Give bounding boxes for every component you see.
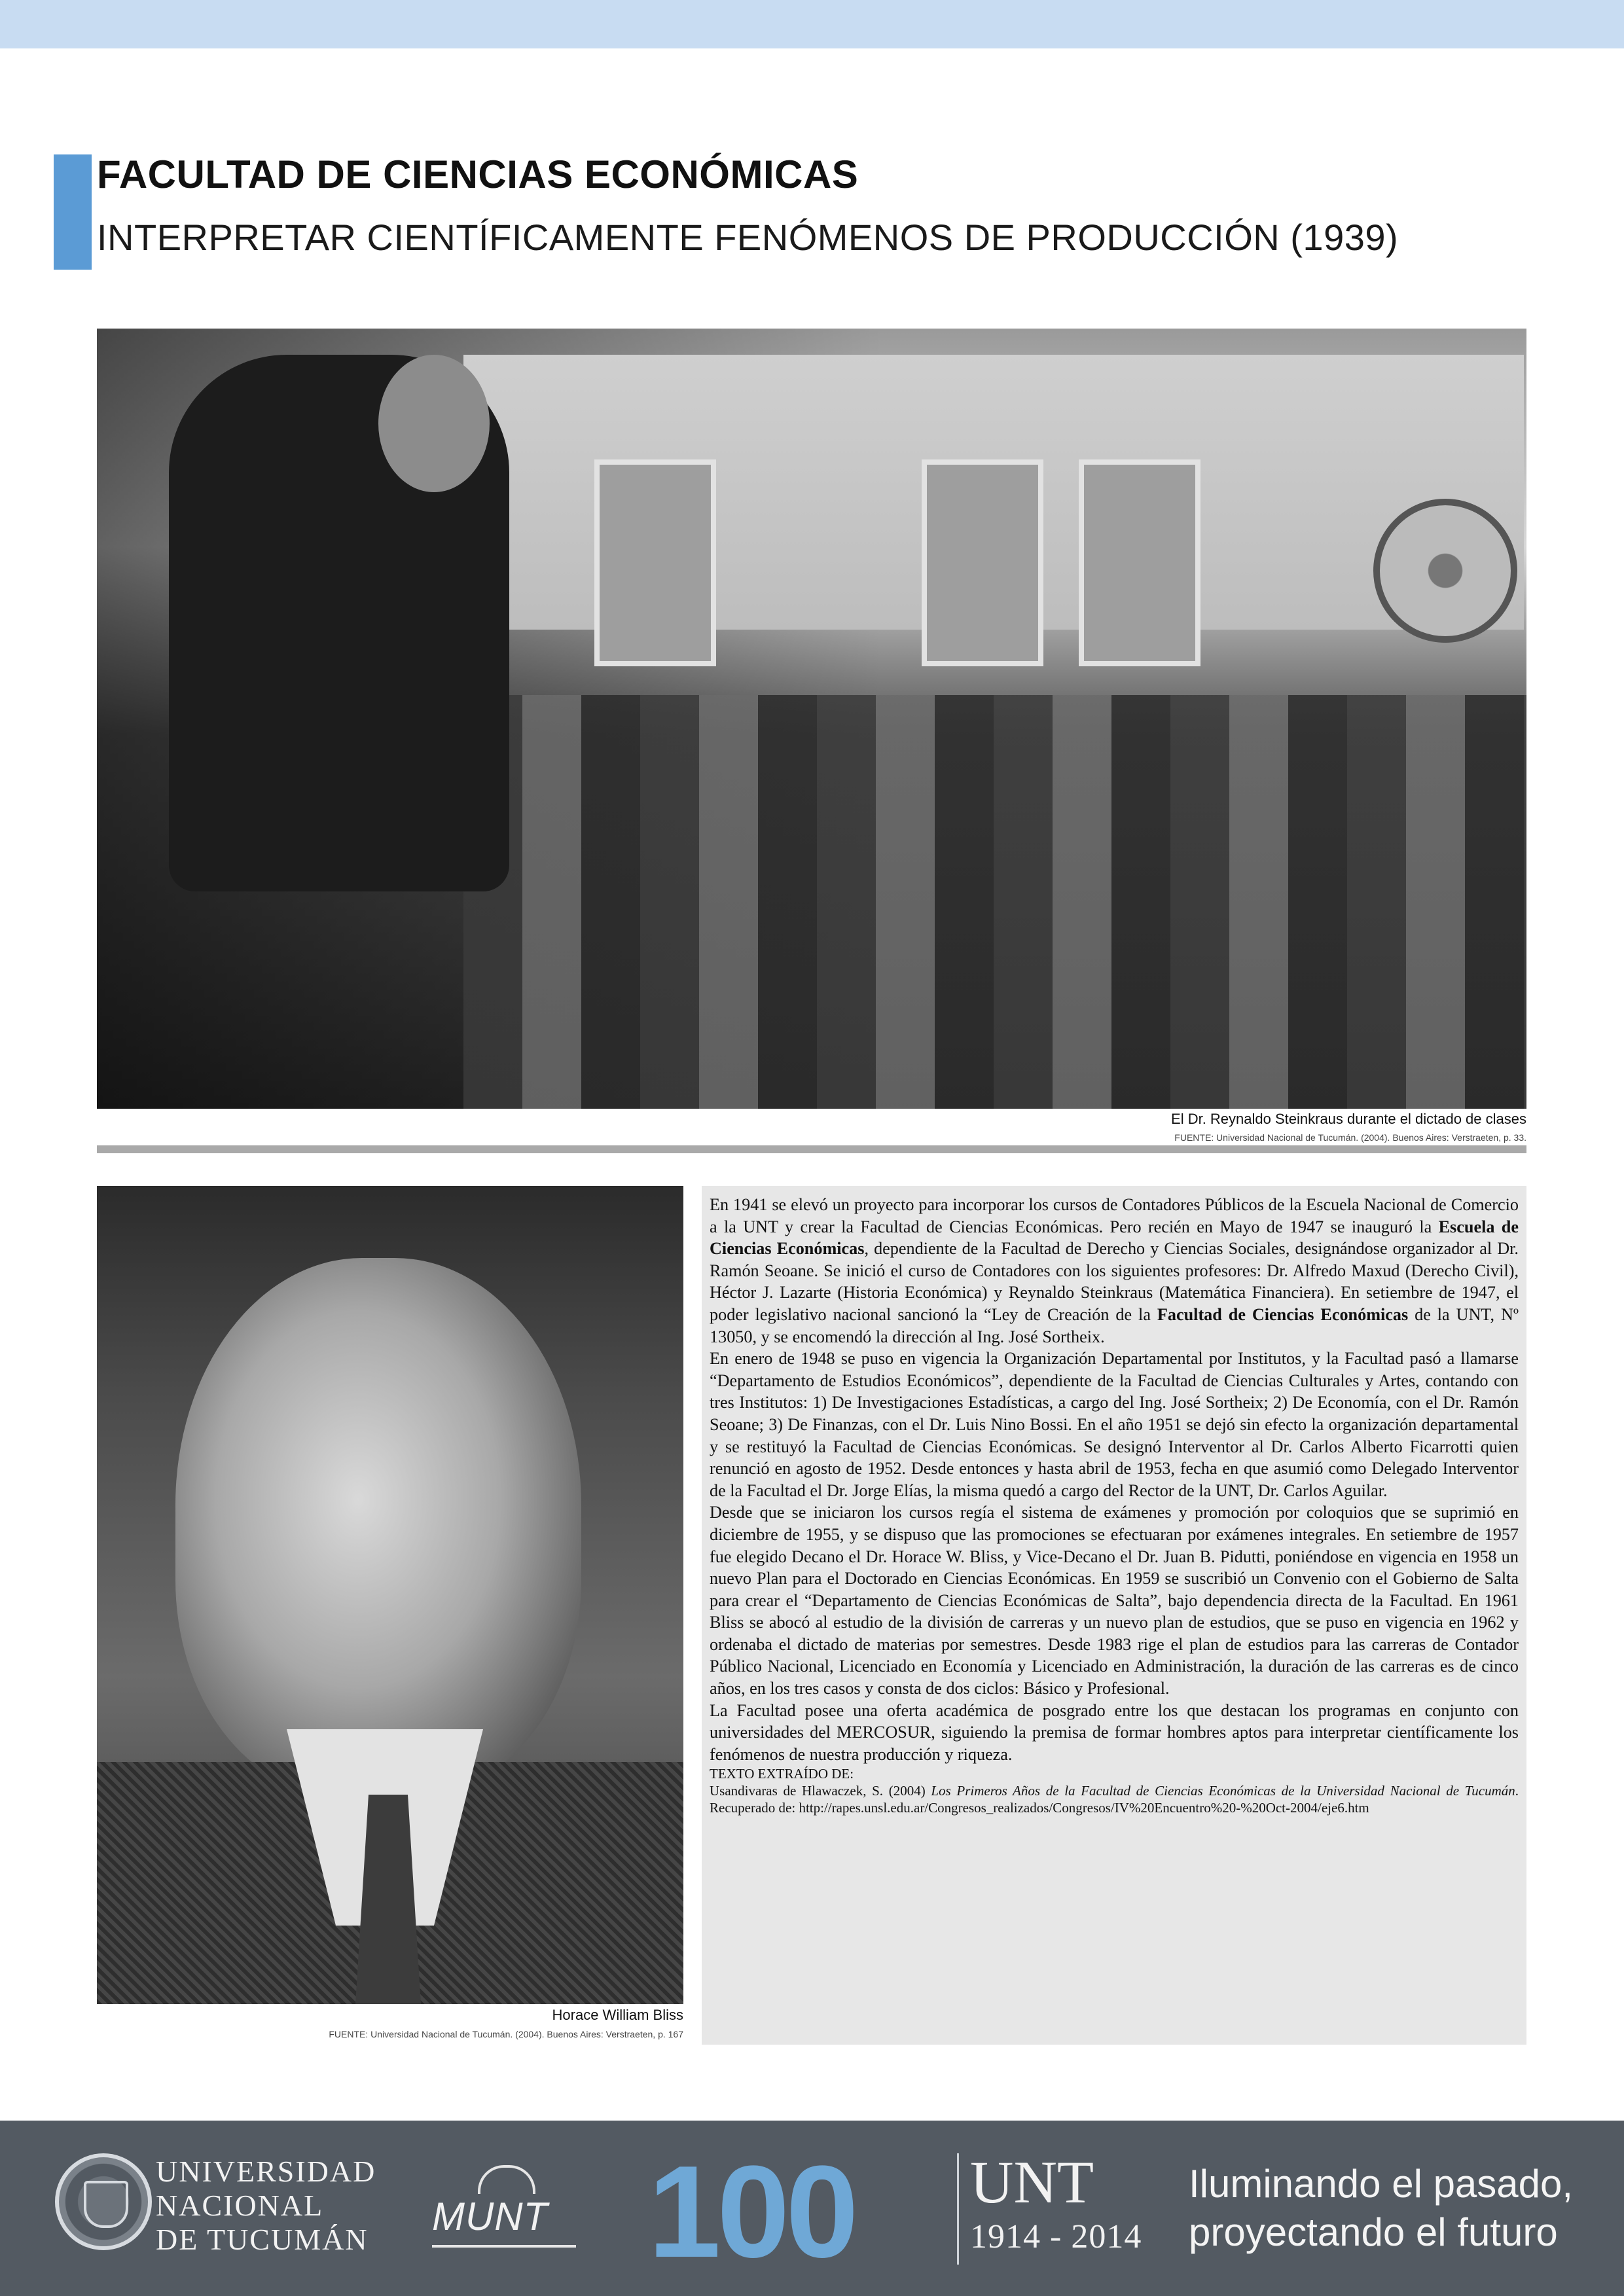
photo-door [594, 459, 716, 666]
classroom-photo [97, 329, 1526, 1109]
photo-door [1079, 459, 1200, 666]
photo-door [922, 459, 1043, 666]
crown-icon [478, 2165, 535, 2194]
unt-label: UNT [970, 2149, 1094, 2215]
title-accent-bar [54, 154, 92, 270]
top-band [0, 0, 1624, 48]
photo-fan [1373, 499, 1517, 643]
centenary-100-logo: 100 [648, 2139, 855, 2285]
paragraph-1: En 1941 se elevó un proyecto para incorporar los cursos de Contadores Públicos de la Escuela Nacional de Comercio a la UNT y crear la Facultad de Ciencias Económicas. Pero recién en Mayo de 1947 se inauguró la Escuela de Ciencias Económicas, dependiente de la Facultad de Derecho y Ciencias Sociales, designándose organizador al Dr. Ramón Seoane. Se inició el curso de Contadores con los siguientes profesores: Dr. Alfredo Maxud (Derecho Civil), Héctor J. Lazarte (Historia Económica) y Reynaldo Steinkraus (Matemática Financiera). En setiembre de 1947, el poder legislativo nacional sancionó la “Ley de Creación de la Facultad de Ciencias Económicas de la UNT, Nº 13050, y se encomendó la dirección al Ing. José Sortheix. [710, 1195, 1519, 1346]
bliss-portrait-photo [97, 1186, 683, 2004]
bliss-photo-caption: Horace William Bliss [552, 2007, 683, 2023]
university-name: UNIVERSIDAD NACIONAL DE TUCUMÁN [156, 2155, 376, 2256]
classroom-photo-source: FUENTE: Universidad Nacional de Tucumán. (2004). Buenos Aires: Verstraeten, p. 33. [1174, 1132, 1526, 1143]
logo-divider [957, 2153, 959, 2265]
divider-rule [97, 1145, 1526, 1153]
page-title: FACULTAD DE CIENCIAS ECONÓMICAS [97, 152, 859, 196]
paragraph-4: La Facultad posee una oferta académica de posgrado entre los que destacan los programas en conjunto con universidades del MERCOSUR, siguiendo la premisa de formar hombres aptos para interpretar científicamente los fenómenos de nuestra producción y riqueza. [710, 1700, 1519, 1764]
extract-label: TEXTO EXTRAÍDO DE: [710, 1766, 854, 1782]
reference-title: Los Primeros Años de la Facultad de Ciencias Económicas de la Universidad Nacional de Tucumán [931, 1783, 1515, 1799]
university-seal-icon [55, 2153, 152, 2250]
classroom-photo-caption: El Dr. Reynaldo Steinkraus durante el dictado de clases [1171, 1111, 1526, 1127]
paragraph-3: Desde que se iniciaron los cursos regía el sistema de exámenes y promoción por coloquios que se suprimió en diciembre de 1955, y se dispuso que las promociones se efectuaran por exámenes integrales. En setiembre de 1957 fue elegido Decano el Dr. Horace W. Bliss, y Vice-Decano el Dr. Juan B. Pidutti, poniéndose en vigencia en 1958 un nuevo Plan para el Doctorado en Ciencias Económicas. En 1959 se suscribió un Convenio con el Gobierno de Salta para crear el “Departamento de Ciencias Económicas de Salta”, bajo dependencia directa de la Facultad. En 1961 Bliss se abocó al estudio de la división de carreras y un nuevo plan de estudios, que se puso en vigencia en 1962 y ordenaba el dictado de materias por semestres. Desde 1983 rige el plan de estudios para las carreras de Contador Público Nacional, Licenciado en Economía y Licenciado en Administración, la duración de las carreras es de cinco años, en los tres casos y consta de dos ciclos: Básico y Profesional. [710, 1503, 1519, 1698]
centenary-years: 1914 - 2014 [970, 2218, 1142, 2255]
portrait-face [175, 1258, 581, 1795]
paragraph-2: En enero de 1948 se puso en vigencia la Organización Departamental por Institutos, y la Facultad pasó a llamarse “Departamento de Estudios Económicos”, dependiente de la Facultad de Ciencias Culturales y Artes, contando con tres Institutos: 1) De Investigaciones Estadísticas, a cargo del Ing. José Sortheix; 2) De Economía, con el Dr. Ramón Seoane; 3) De Finanzas, con el Dr. Luis Nino Bossi. En el año 1951 se dejó sin efecto la organización departamental y se restituyó la Facultad de Ciencias Económicas. Se designó Interventor al Dr. Carlos Alberto Ficarrotti quien renunció en agosto de 1952. Desde entonces y hasta abril de 1953, fecha en que asumió como Delegado Interventor de la Facultad el Dr. Jorge Elías, la misma quedó a cargo del Rector de la UNT, Dr. Carlos Aguilar. [710, 1349, 1519, 1500]
munt-logo: MUNT [432, 2165, 576, 2257]
reference-url: . Recuperado de: http://rapes.unsl.edu.ar/Congresos_realizados/Congresos/IV%20Encuentro%20-%20Oct-2004/eje6.htm [710, 1783, 1519, 1816]
page-subtitle: INTERPRETAR CIENTÍFICAMENTE FENÓMENOS DE PRODUCCIÓN (1939) [97, 217, 1399, 258]
footer-band [0, 2121, 1624, 2296]
footer-slogan: Iluminando el pasado, proyectando el futuro [1189, 2162, 1574, 2254]
photo-students [463, 695, 1526, 1109]
bold-escuela: Escuela de Ciencias Económicas [710, 1217, 1519, 1259]
photo-speaker-head [378, 355, 490, 492]
bliss-photo-source: FUENTE: Universidad Nacional de Tucumán. (2004). Buenos Aires: Verstraeten, p. 167 [329, 2029, 683, 2039]
bold-facultad: Facultad de Ciencias Económicas [1157, 1304, 1409, 1324]
history-text-panel [702, 1186, 1526, 2045]
reference: Usandivaras de Hlawaczek, S. (2004) Los Primeros Años de la Facultad de Ciencias Económicas de la Universidad Nacional de Tucumán. Recuperado de: http://rapes.unsl.edu.ar/Congresos_realizados/Congresos/IV%20Encuentro%20-%20Oct-2004/eje6.htm [710, 1783, 1519, 1816]
